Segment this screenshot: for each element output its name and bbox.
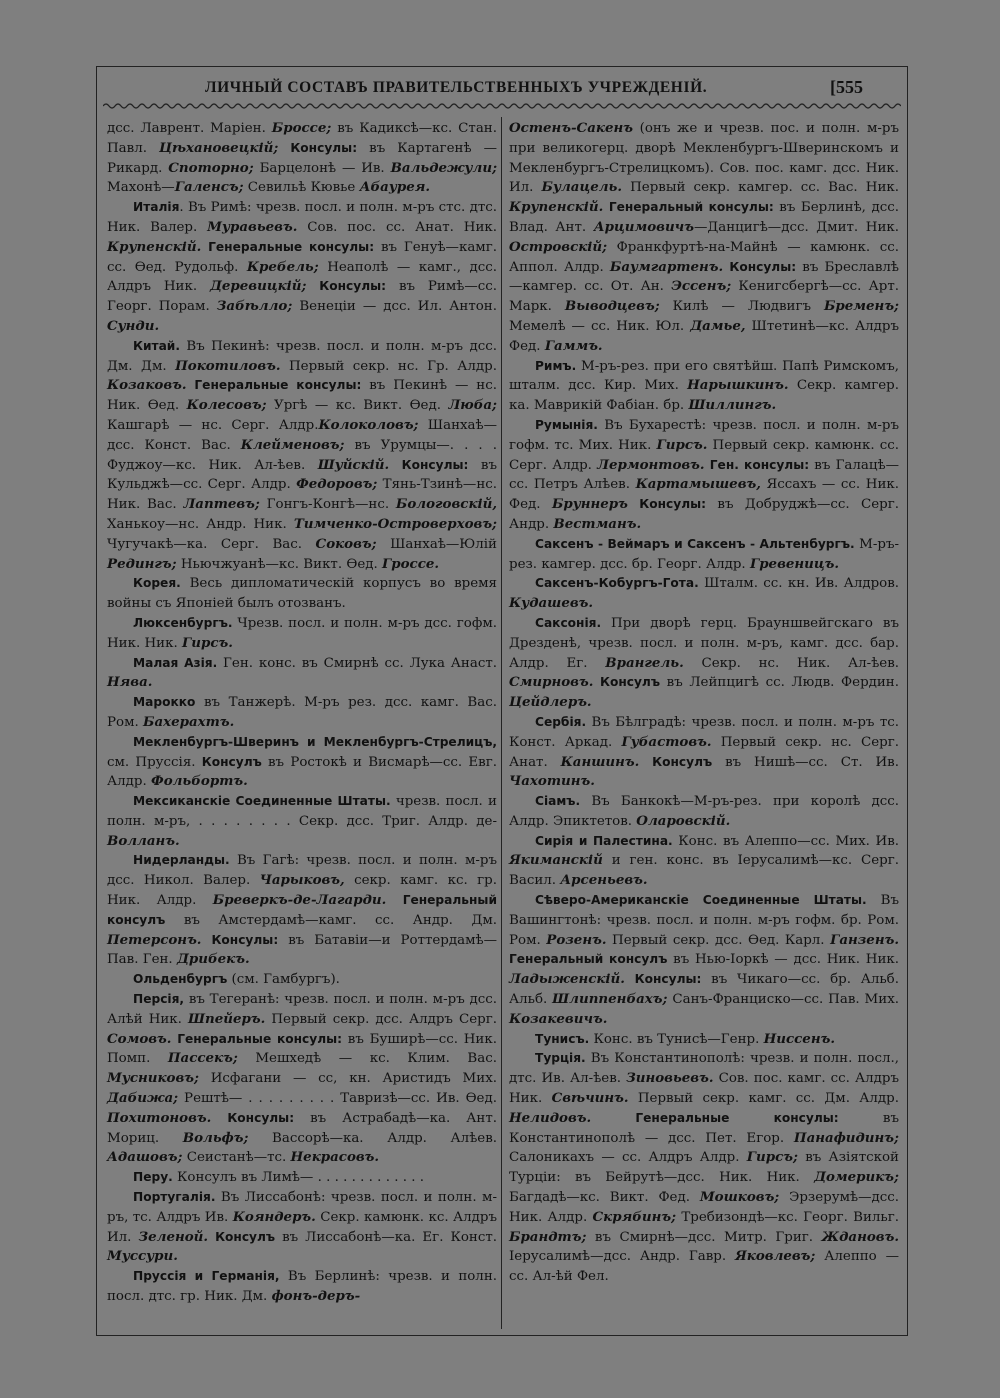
person-name: Федоровъ; (296, 476, 378, 493)
entry-text: Сеистанѣ—тс. (182, 1150, 291, 1166)
person-name: Колесовъ; (186, 397, 267, 414)
entry-text: Въ Вашингтонѣ: чрезв. посл. и полн. м-ръ гофм. бр. Ром. Ром. (509, 893, 899, 948)
directory-entry (509, 1030, 899, 1050)
person-name: Шлиппенбахъ; (552, 991, 668, 1008)
entry-text: Барцелонѣ — Ив. (253, 160, 391, 176)
entry-text: Тянь-Тзинѣ—нс. Ник. Вас. (107, 477, 498, 513)
person-name: Баумгартенъ. (609, 258, 724, 275)
entry-heading: Саксенъ-Кобургъ-Гота. (535, 576, 699, 591)
person-name: Абаурея. (359, 179, 431, 196)
person-name: Соковъ; (315, 535, 377, 552)
entry-text: Ньючжуанѣ—кс. Викт. Ѳед. (176, 556, 383, 572)
entry-text: Ген. конс. въ Смирнѣ сс. Лука Анаст. (217, 655, 497, 671)
column-divider (501, 117, 502, 1329)
entry-heading: Италія (133, 200, 180, 215)
directory-entry (107, 119, 497, 198)
person-name: Вестманъ. (553, 515, 642, 532)
entry-heading: Консулы: (306, 279, 387, 294)
entry-text: М-ръ-рез. камгер. дсс. бр. Георг. Алдр. (509, 536, 900, 572)
entry-text: Гонгъ-Конгѣ—нс. (259, 497, 396, 513)
entry-text: Чрезв. посл. и полн. м-ръ дсс. гофм. Ник. Ник. (107, 615, 497, 651)
person-name: Волланъ. (107, 832, 180, 849)
entry-text: въ Бреславлѣ—камгер. сс. От. Ан. (509, 259, 899, 295)
directory-entry (107, 337, 497, 575)
person-name: Яковлевъ; (734, 1248, 816, 1265)
entry-text: въ Галацѣ—сс. Петръ Алѣев. (509, 457, 899, 493)
entry-text: въ Генуѣ—камг. сс. Ѳед. Рудольф. (107, 239, 497, 275)
directory-entry (509, 574, 899, 614)
entry-text: въ Батавіи—и Роттердамѣ—Пав. Ген. (107, 932, 497, 968)
person-name: Нарышкинъ. (687, 377, 789, 394)
person-name: Булацель. (541, 179, 623, 196)
entry-text: Килѣ — Людвигъ (659, 299, 824, 315)
person-name: Гирсъ. (181, 634, 233, 651)
person-name: Оларовскій. (636, 812, 731, 829)
entry-text: Алеппо — сс. Ал-ѣй Фел. (509, 1249, 899, 1285)
entry-text: Іерусалимѣ—дсс. Андр. Гавр. (509, 1249, 735, 1265)
entry-text: Эрзерумѣ—дсс. Ник. Алдр. (509, 1190, 899, 1225)
person-name: Похитоновъ. (107, 1109, 212, 1126)
entry-text: (онъ же и чрезв. пос. и полн. м-ръ при великогерц. дворѣ Мекленбургъ-Шверинскомъ и Мекленбургъ-Стрелицкомъ). Сов. пос. камг. дсс. Ник. Ил. (509, 121, 899, 196)
entry-text: Въ Берлинѣ: чрезв. и полн. посл. дтс. гр. Ник. Дм. (107, 1269, 497, 1305)
directory-entry (107, 990, 497, 1168)
directory-entry (107, 654, 497, 694)
entry-text: Рештѣ— . . . . . . . . . Тавризѣ—сс. Ив. Ѳед. (178, 1091, 497, 1107)
person-name: Шпейеръ. (188, 1010, 266, 1027)
entry-text: Шанхаѣ—дсс. Конст. Вас. (107, 417, 497, 453)
person-name: Колоколовъ; (318, 416, 419, 433)
directory-entry (107, 851, 497, 970)
entry-text: Неаполѣ — камг., дсс. Алдръ Ник. (107, 259, 497, 295)
person-name: Забѣлло; (216, 298, 293, 315)
person-name: Шиллингъ. (688, 397, 777, 414)
right-column (509, 119, 899, 1287)
person-name: Островскій; (509, 238, 608, 255)
person-name: Свѣчинъ. (551, 1090, 629, 1107)
entry-text: Въ Бѣлградѣ: чрезв. посл. и полн. м-ръ тс. Конст. Аркад. (509, 714, 899, 750)
person-name: Бруннеръ (551, 496, 628, 513)
person-name: фонъ-деръ- (271, 1288, 361, 1305)
person-name: Вальдежули; (390, 159, 498, 176)
entry-heading: Мексиканскіе Соединенные Штаты. (133, 794, 391, 809)
entry-text: Въ Лиссабонѣ: чрезв. посл. и полн. м-ръ, тс. Алдръ Ив. (107, 1190, 497, 1225)
entry-heading: Консулъ (201, 754, 262, 769)
person-name: Мусниковъ; (107, 1070, 199, 1087)
entry-text: въ Добруджѣ—сс. Серг. Андр. (509, 497, 899, 532)
person-name: Галенсъ; (174, 179, 244, 196)
entry-heading: Румынія. (535, 417, 598, 432)
person-name: Кудашевъ. (509, 595, 594, 612)
person-name: Гаммъ. (544, 337, 603, 354)
person-name: Споторно; (168, 159, 254, 176)
entry-heading: Турція. (535, 1051, 586, 1066)
entry-text: въ Астрабадѣ—ка. Ант. Мориц. (107, 1110, 497, 1146)
person-name: Арсеньевъ. (560, 872, 648, 889)
entry-heading: Пруссія и Германія, (133, 1269, 280, 1284)
person-name: Брандтъ; (509, 1228, 587, 1245)
directory-entry (107, 1267, 497, 1307)
entry-text: Первый секр. нс. Гр. Алдр. (280, 358, 497, 374)
entry-heading: Малая Азія. (133, 655, 218, 670)
entry-heading: Генеральные консулы: (201, 239, 375, 254)
person-name: Муравьевъ. (207, 218, 298, 235)
person-name: Мошковъ; (699, 1189, 780, 1206)
directory-entry (509, 891, 899, 1030)
person-name: Клейменовъ; (240, 436, 345, 453)
person-name: Ладыженскій. (509, 971, 625, 988)
entry-text: въ Нью-Іоркѣ — дсс. Ник. Ник. (667, 952, 899, 968)
person-name: Лаптевъ; (183, 496, 260, 513)
person-name: Адашовъ; (107, 1149, 183, 1166)
person-name: Крупенскій. (509, 199, 604, 216)
entry-text: Въ Бухарестѣ: чрезв. посл. и полн. м-ръ гофм. тс. Мих. Ник. (509, 417, 899, 453)
entry-text: Салоникахъ — сс. Алдръ Алдр. (509, 1150, 747, 1166)
entry-text: Ургѣ — кс. Викт. Ѳед. (266, 398, 449, 414)
entry-text: см. Пруссія. (107, 754, 202, 770)
person-name: Чарыковъ, (259, 872, 345, 889)
entry-text: Секр. нс. Ник. Ал-ѣев. (683, 655, 899, 671)
entry-text: Кашгарѣ — нс. Серг. Алдр. (107, 417, 319, 433)
person-name: Цейдлеръ. (509, 694, 592, 711)
person-name: Бременъ; (823, 298, 899, 315)
left-column (107, 119, 497, 1307)
entry-heading: Консулъ (593, 675, 661, 690)
entry-text: Севильѣ Кювье (243, 180, 360, 196)
entry-text: —Данцигѣ—дсс. Дмит. Ник. (694, 219, 899, 235)
person-name: Панафидинъ; (793, 1129, 899, 1146)
entry-text: Кенигсбергѣ—сс. Арт. Марк. (509, 279, 899, 315)
person-name: Гирсъ; (746, 1149, 798, 1166)
entry-heading: Генеральный консулъ (509, 952, 668, 967)
person-name: Бреверкъ-де-Лагарди. (212, 892, 387, 909)
person-name: Врангель. (605, 654, 684, 671)
entry-heading: Консулы: (624, 972, 702, 987)
entry-text: Исфагани — сс, кн. Аристидъ Мих. (198, 1071, 497, 1087)
person-name: Лермонтовъ. (597, 456, 705, 473)
directory-entry (107, 614, 497, 654)
book-page (96, 66, 908, 1336)
person-name: Картамышевъ, (635, 476, 761, 493)
entry-heading: Консулы: (211, 1110, 295, 1125)
running-header (97, 75, 909, 101)
person-name: Сунди. (107, 317, 160, 334)
person-name: Дабижа; (107, 1090, 179, 1107)
page-title: ЛИЧНЫЙ СОСТАВЪ ПРАВИТЕЛЬСТВЕННЫХЪ УЧРЕЖДЕНІЙ. (205, 79, 708, 96)
person-name: Арцимовичъ (593, 218, 694, 235)
entry-text: въ Лейпцигѣ сс. Людв. Фердин. (660, 675, 899, 691)
entry-text: Секр. камгер. ка. Маврикій Фабіан. бр. (509, 378, 900, 414)
entry-text: Конс. въ Алеппо—сс. Мих. Ив. (672, 833, 899, 849)
entry-heading: Генеральный консулы: (603, 200, 774, 215)
person-name: Скрябинъ; (592, 1208, 677, 1225)
entry-text: Штетинѣ—кс. Алдръ Фед. (509, 318, 899, 354)
directory-entry (509, 792, 899, 832)
person-name: Петерсонъ. (107, 931, 202, 948)
person-name: Каншинъ. (560, 753, 640, 770)
person-name: Крупенскій. (107, 238, 202, 255)
person-name: Сомовъ. (107, 1030, 172, 1047)
entry-heading: Генеральный консулъ (107, 893, 497, 927)
entry-text: Сов. пос. камг. сс. Алдръ Ник. (509, 1071, 899, 1107)
entry-text: Мешхедѣ — кс. Клим. Вас. (237, 1051, 497, 1067)
person-name: Гроссе. (382, 555, 440, 572)
entry-text: Первый секр. дсс. Ѳед. Карл. (606, 932, 831, 948)
person-name: Чахотинъ. (509, 773, 595, 790)
directory-entry (107, 733, 497, 792)
entry-heading: Римъ. (535, 358, 577, 373)
entry-heading: Саксенъ - Веймаръ и Саксенъ - Альтенбургъ. (535, 536, 855, 551)
entry-text: и ген. конс. въ Іерусалимѣ—кс. Серг. Васил. (509, 853, 899, 889)
person-name: Зиновьевъ. (626, 1070, 714, 1087)
person-name: Вольфъ; (182, 1129, 249, 1146)
person-name: Тимченко-Островерховъ; (293, 515, 497, 532)
entry-heading: Консулы: (627, 497, 707, 512)
entry-text: Ханькоу—нс. Андр. Ник. (107, 516, 294, 532)
entry-heading: Персія, (133, 992, 185, 1007)
person-name: Нява. (107, 674, 153, 691)
directory-entry (509, 357, 899, 416)
entry-heading: Тунисъ. (535, 1031, 590, 1046)
directory-entry (509, 416, 899, 535)
entry-text: Весь дипломатическій корпусъ во время войны съ Японіей былъ отозванъ. (107, 576, 497, 612)
entry-text: Сов. пос. сс. Анат. Ник. (297, 219, 498, 235)
person-name: Ждановъ. (821, 1228, 899, 1245)
entry-text: Чугучакѣ—ка. Серг. Вас. (107, 536, 316, 552)
person-name: Нелидовъ. (509, 1109, 592, 1126)
person-name: Бахерахтъ. (143, 713, 235, 730)
entry-text: Въ Банкокѣ—М-ръ-рез. при королѣ дсс. Алдр. Эпиктетов. (509, 794, 899, 829)
entry-text: въ Римѣ—сс. Георг. Порам. (107, 279, 497, 315)
entry-text: Первый секр. камгер. сс. Вас. Ник. (622, 180, 899, 196)
entry-text: Вассорѣ—ка. Алдр. Алѣев. (248, 1130, 497, 1146)
entry-heading: Нидерланды. (133, 853, 230, 868)
entry-text: Первый секр. камг. сс. Дм. Алдр. (628, 1091, 899, 1107)
entry-text: въ Лиссабонѣ—ка. Ег. Конст. (275, 1229, 497, 1245)
directory-entry (107, 693, 497, 733)
entry-text: въ Картагенѣ — Рикард. (107, 140, 497, 176)
directory-entry (509, 1049, 899, 1287)
entry-heading: Консулы: (723, 259, 797, 274)
person-name: Деревицкій; (210, 278, 307, 295)
entry-text: М-ръ-рез. при его святѣйш. Папѣ Римскомъ, шталм. дсс. Кир. Мих. (509, 358, 899, 394)
entry-text: (см. Гамбургъ). (227, 972, 340, 988)
directory-entry (107, 198, 497, 337)
person-name: Фольбортъ. (150, 773, 248, 790)
entry-text: При дворѣ герц. Брауншвейгскаго въ Дрезденѣ, чрезв. посл. и полн. м-ръ, камг. дсс. бар. Алдр. Ег. (509, 615, 899, 671)
entry-text: въ Урумцы—. . . . Фуджоу—кс. Ник. Ал-ѣев. (107, 437, 497, 473)
directory-entry (509, 535, 899, 575)
entry-heading: Мекленбургъ-Шверинъ и Мекленбургъ-Стрелицъ, (133, 734, 497, 749)
entry-text: чрезв. посл. и полн. м-ръ, . . . . . . . . Секр. дсс. Триг. Алдр. де- (107, 794, 497, 829)
entry-text: Венеціи — дсс. Ил. Антон. (292, 299, 497, 315)
person-name: Гревеницъ. (749, 555, 840, 572)
entry-heading: Сирія и Палестина. (535, 833, 673, 848)
entry-heading: Консулы: (201, 932, 279, 947)
person-name: Дамье, (690, 317, 746, 334)
person-name: Ганзенъ. (830, 931, 899, 948)
entry-text: въ Нишѣ—сс. Ст. Ив. (712, 754, 899, 770)
entry-heading: Сербія. (535, 714, 587, 729)
person-name: Дрибекъ. (176, 951, 250, 968)
person-name: Якиманскій (509, 852, 603, 869)
directory-entry (509, 614, 899, 713)
person-name: Броссе; (271, 120, 332, 136)
person-name: Кояндеръ. (232, 1208, 316, 1225)
person-name: Козакевичъ. (509, 1010, 608, 1027)
entry-text: Консулъ въ Лимѣ— . . . . . . . . . . . . . (172, 1170, 424, 1186)
entry-heading: Консулъ (639, 754, 713, 769)
person-name: Ниссенъ. (763, 1030, 835, 1047)
person-name: Губастовъ. (621, 733, 712, 750)
person-name: Кребель; (246, 258, 319, 275)
entry-text: Конс. въ Тунисѣ—Генр. (589, 1031, 764, 1047)
entry-heading: Сѣверо-Американскіе Соединенные Штаты. (535, 893, 867, 908)
entry-heading: Ольденбургъ (133, 972, 228, 987)
entry-text: Яссахъ — сс. Ник. Фед. (509, 477, 899, 513)
entry-heading: Саксонія. (535, 615, 602, 630)
entry-text: въ Кульджѣ—сс. Серг. Алдр. (107, 457, 497, 493)
entry-text: секр. камг. кс. гр. Ник. Алдр. (107, 873, 497, 909)
entry-text: Первый секр. нс. Серг. Анат. (509, 734, 899, 770)
page-number: [555 (830, 77, 863, 97)
entry-text: въ Ростокѣ и Висмарѣ—сс. Евг. Алдр. (107, 754, 497, 790)
person-name: Козаковъ. (107, 377, 187, 394)
person-name: Смирновъ. (509, 674, 594, 691)
person-name: Люба; (448, 397, 497, 414)
entry-heading: Перу. (133, 1170, 173, 1185)
directory-entry (107, 1168, 497, 1188)
entry-text: Махонѣ— (107, 180, 175, 196)
entry-heading: Консулъ (208, 1229, 276, 1244)
entry-text: въ Чикаго—сс. бр. Альб. Альб. (509, 972, 899, 1008)
entry-heading: Люксенбургъ. (133, 615, 233, 630)
entry-text: Шанхаѣ—Юлій (376, 536, 497, 552)
person-name: Домерикъ; (814, 1169, 899, 1186)
wavy-rule (103, 101, 901, 111)
person-name: Розенъ. (546, 931, 607, 948)
entry-text: въ Азіятской Турціи: въ Бейрутѣ—дсс. Ник. Ник. (509, 1150, 899, 1186)
person-name: Муссури. (107, 1248, 178, 1265)
entry-text: въ Буширѣ—сс. Ник. Помп. (107, 1031, 497, 1067)
person-name: Эссенъ; (671, 278, 732, 295)
person-name: Бологовскій, (395, 496, 497, 513)
directory-entry (509, 832, 899, 891)
entry-text: дсс. Лаврент. Маріен. (107, 121, 272, 136)
entry-text: Санъ-Франциско—сс. Пав. Мих. (667, 992, 899, 1008)
entry-heading: Португалія. (133, 1190, 216, 1205)
entry-heading: Ген. консулы: (704, 457, 810, 472)
entry-heading: Корея. (133, 576, 181, 591)
entry-text: Требизондѣ—кс. Георг. Вильг. (676, 1209, 899, 1225)
entry-heading: Консулы: (389, 457, 469, 472)
entry-text: въ Танжерѣ. М-ръ рез. дсс. камг. Вас. Ром. (107, 695, 497, 730)
person-name: Выводцевъ; (564, 298, 660, 315)
directory-entry (107, 792, 497, 851)
person-name: Некрасовъ. (290, 1149, 380, 1166)
person-name: Гирсъ. (656, 436, 708, 453)
directory-entry (107, 1188, 497, 1267)
person-name: Покотиловъ. (175, 357, 281, 374)
entry-text: въ Кадиксѣ—кс. Стан. Павл. (107, 121, 497, 156)
person-name: Редингъ; (107, 555, 177, 572)
entry-text: Первый секр. камюнк. сс. Серг. Алдр. (509, 437, 899, 473)
directory-entry (509, 119, 899, 357)
entry-heading: Сіамъ. (535, 794, 581, 809)
person-name: Остенъ-Сакенъ (509, 120, 633, 136)
entry-text: въ Смирнѣ—дсс. Митр. Григ. (586, 1229, 822, 1245)
person-name: Цѣхановецкій; (159, 139, 279, 156)
entry-text: въ Берлинѣ, дсс. Влад. Ант. (509, 200, 899, 235)
entry-heading: Генеральные консулы: (186, 378, 362, 393)
entry-heading: Марокко (133, 695, 196, 710)
entry-text: Франкфуртѣ-на-Майнѣ — камюнк. сс. Аппол. Алдр. (509, 239, 899, 275)
entry-text: Секр. камюнк. кс. Алдръ Ил. (107, 1209, 498, 1245)
entry-text: Въ Гагѣ: чрезв. посл. и полн. м-ръ дсс. Никол. Валер. (107, 853, 497, 889)
entry-text: Въ Константинополѣ: чрезв. и полн. посл., дтс. Ив. Ал-ѣев. (509, 1051, 899, 1087)
directory-entry (509, 713, 899, 792)
entry-text: . Въ Римѣ: чрезв. посл. и полн. м-ръ стс. дтс. Ник. Валер. (107, 200, 497, 235)
directory-entry (107, 970, 497, 990)
directory-entry (107, 574, 497, 614)
entry-text: въ Константинополѣ — дсс. Пет. Егор. (509, 1110, 899, 1146)
entry-text: Первый секр. дсс. Алдръ Серг. (265, 1011, 498, 1027)
entry-text: Багдадѣ—кс. Викт. Фед. (509, 1190, 700, 1206)
entry-text: Въ Пекинѣ: чрезв. посл. и полн. м-ръ дсс. Дм. Дм. (107, 338, 497, 374)
person-name: Пассекъ; (167, 1050, 238, 1067)
entry-text: въ Тегеранѣ: чрезв. посл. и полн. м-ръ дсс. Алѣй Ник. (107, 992, 497, 1027)
entry-text: въ Амстердамѣ—камг. сс. Андр. Дм. (165, 912, 497, 928)
entry-heading: Консулы: (278, 140, 358, 155)
entry-heading: Китай. (133, 338, 180, 353)
entry-text: въ Пекинѣ — нс. Ник. Ѳед. (107, 378, 497, 414)
person-name: Шуйскій. (317, 456, 390, 473)
entry-text: Шталм. сс. кн. Ив. Алдров. (698, 576, 899, 592)
person-name: Зеленой. (138, 1228, 209, 1245)
entry-heading: Генеральные консулы: (591, 1110, 839, 1125)
entry-heading: Генеральные консулы: (171, 1031, 343, 1046)
entry-text: Мемелѣ — сс. Ник. Юл. (509, 318, 691, 334)
